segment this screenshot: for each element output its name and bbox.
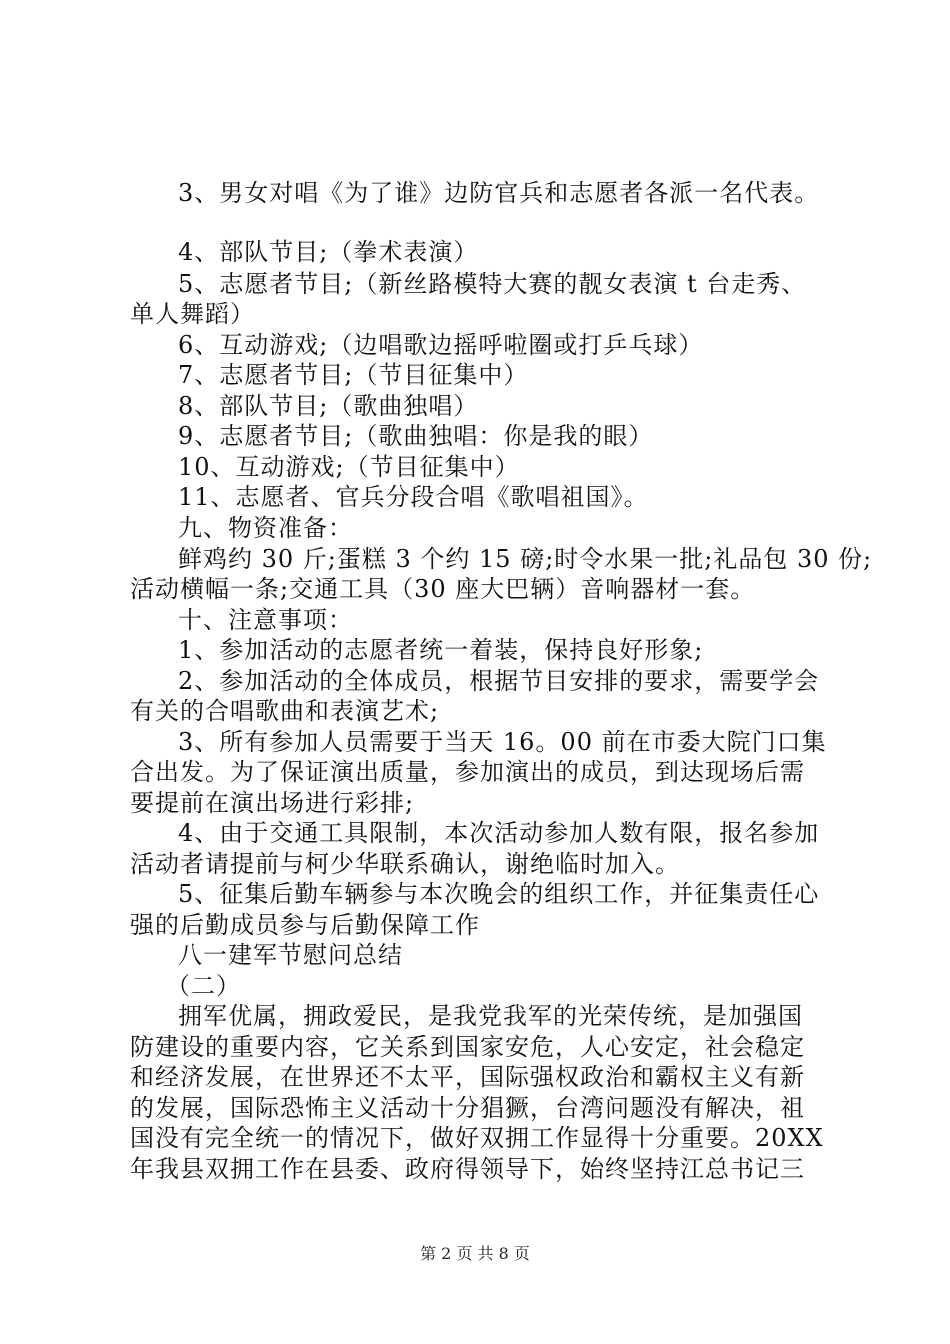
text-line: 10、互动游戏;（节目征集中） — [178, 453, 520, 481]
text-line: 3、男女对唱《为了谁》边防官兵和志愿者各派一名代表。 — [178, 179, 820, 207]
text-line: 拥军优属，拥政爱民，是我党我军的光荣传统，是加强国 — [178, 1002, 803, 1030]
text-line: 4、部队节目;（拳术表演） — [178, 238, 479, 266]
text-line: 5、征集后勤车辆参与本次晚会的组织工作，并征集责任心 — [178, 880, 820, 908]
text-line: 活动者请提前与柯少华联系确认，谢绝临时加入。 — [130, 850, 680, 878]
text-line: 1、参加活动的志愿者统一着装，保持良好形象; — [178, 636, 704, 664]
text-line: 11、志愿者、官兵分段合唱《歌唱祖国》。 — [178, 483, 649, 511]
text-line: 6、互动游戏;（边唱歌边摇呼啦圈或打乒乓球） — [178, 331, 704, 359]
article-subtitle: （二） — [166, 972, 241, 1000]
page-footer: 第 2 页 共 8 页 — [420, 1244, 530, 1263]
section-heading: 九、物资准备： — [178, 514, 353, 542]
text-line: 鲜鸡约 30 斤;蛋糕 3 个约 15 磅;时令水果一批;礼品包 30 份; — [178, 545, 873, 573]
text-line: 活动横幅一条;交通工具（30 座大巴辆）音响器材一套。 — [130, 575, 756, 603]
text-line: 4、由于交通工具限制，本次活动参加人数有限，报名参加 — [178, 819, 820, 847]
text-line: 国没有完全统一的情况下，做好双拥工作显得十分重要。20XX — [130, 1124, 824, 1152]
text-line: 3、所有参加人员需要于当天 16。00 前在市委大院门口集 — [178, 728, 827, 756]
text-line: 8、部队节目;（歌曲独唱） — [178, 392, 479, 420]
text-line: 7、志愿者节目;（节目征集中） — [178, 361, 529, 389]
text-line: 有关的合唱歌曲和表演艺术; — [130, 697, 440, 725]
section-heading: 十、注意事项： — [178, 606, 353, 634]
text-line: 年我县双拥工作在县委、政府得领导下，始终坚持江总书记三 — [130, 1155, 805, 1183]
article-title: 八一建军节慰问总结 — [178, 941, 403, 969]
text-line: 和经济发展，在世界还不太平，国际强权政治和霸权主义有新 — [130, 1063, 805, 1091]
text-line: 2、参加活动的全体成员，根据节目安排的要求，需要学会 — [178, 667, 820, 695]
text-line: 防建设的重要内容，它关系到国家安危，人心安定，社会稳定 — [130, 1033, 805, 1061]
text-line: 单人舞蹈） — [130, 300, 255, 328]
text-line: 5、志愿者节目;（新丝路模特大赛的靓女表演 t 台走秀、 — [178, 270, 807, 298]
text-line: 要提前在演出场进行彩排; — [130, 789, 415, 817]
text-line: 强的后勤成员参与后勤保障工作 — [130, 911, 480, 939]
text-line: 合出发。为了保证演出质量，参加演出的成员，到达现场后需 — [130, 758, 805, 786]
text-line: 9、志愿者节目;（歌曲独唱：你是我的眼） — [178, 422, 654, 450]
text-line: 的发展，国际恐怖主义活动十分猖獗，台湾问题没有解决，祖 — [130, 1094, 805, 1122]
